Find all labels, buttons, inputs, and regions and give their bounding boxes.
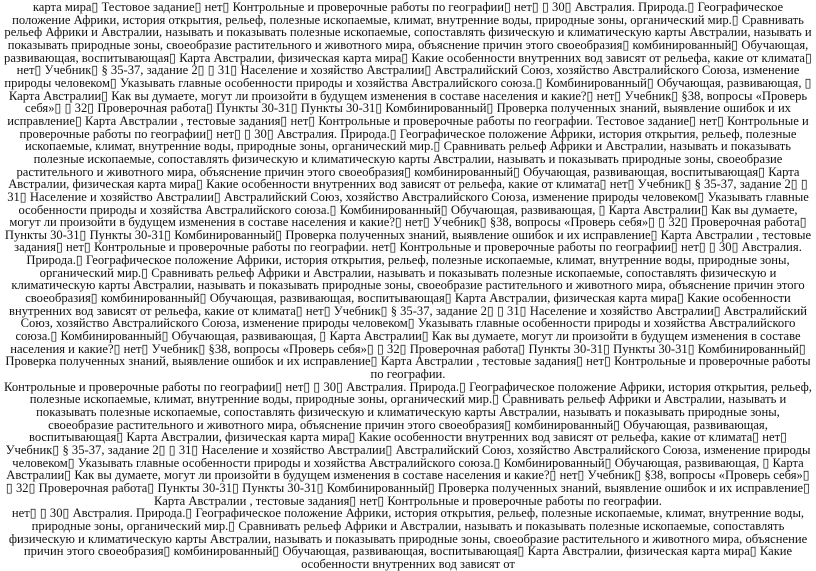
document-paragraph-2: Контрольные и проверочные работы по географии▯ нет▯ ▯ 30▯ Австралия. Природа.▯ Географическое положение Африки, история открытия, рельеф, полезные ископаемые, климат, внутренние воды, природные зоны, органический мир.▯ Сравнивать рельеф Африки и Австралии, называть и показывать полезные ископаемые, сопоставлять физическую и климатическую карты Австралии, называть и показывать природные зоны, своеобразие растительного и животного мира, объяснение причин этого своеобразия▯ комбинированный▯ Обучающая, развивающая, воспитывающая▯ Карта Австралии, физическая карта мира▯ Какие особенности внутренних вод зависят от рельефа, какие от климата▯ нет▯ Учебник▯ § 35-37, задание 2▯ ▯ 31▯ Население и хозяйство Австралии▯ Австралийский Союз, хозяйство Австралийского Союза, изменение природы человеком▯ Указывать главные особенности природы и хозяйства Австралийского союза.▯ Комбинированный▯ Обучающая, развивающая, ▯ Карта Австралии▯ Как вы думаете, могут ли произойти в будущем изменения в составе населения и какие?▯ нет▯ Учебник▯ §38, вопросы «Проверь себя»▯ ▯ 32▯ Проверочная работа▯ Пункты 30-31▯ Пункты 30-31▯ Комбинированный▯ Проверка полученных знаний, выявление ошибок и их исправление▯ Карта Австралии , тестовые задания▯ нет▯ Контрольные и проверочные работы по географии. xyxy=(4,379,812,508)
document-paragraph-1: карта мира▯ Тестовое задание▯ нет▯ Контрольные и проверочные работы по географии▯ нет▯ ▯ 30▯ Австралия. Природа.▯ Географическое положение Африки, история открытия, рельеф, полезные ископаемые, климат, внутренние воды, природные зоны, органический мир.▯ Сравнивать рельеф Африки и Австралии, называть и показывать полезные ископаемые, сопоставлять физическую и климатическую карты Австралии, называть и показывать природные зоны, своеобразие растительного и животного мира, объяснение причин этого своеобразия▯ комбинированный▯ Обучающая, развивающая, воспитывающая▯ Карта Австралии, физическая карта мира▯ Какие особенности внутренних вод зависят от рельефа, какие от климата▯ нет▯ Учебник▯ § 35-37, задание 2▯ ▯ 31▯ Население и хозяйство Австралии▯ Австралийский Союз, хозяйство Австралийского Союза, изменение природы человеком▯ Указывать главные особенности природы и хозяйства Австралийского союза.▯ Комбинированный▯ Обучающая, развивающая, ▯ Карта Австралии▯ Как вы думаете, могут ли произойти в будущем изменения в составе населения и какие?▯ нет▯ Учебник▯ §38, вопросы «Проверь себя»▯ ▯ 32▯ Проверочная работа▯ Пункты 30-31▯ Пункты 30-31▯ Комбинированный▯ Проверка полученных знаний, выявление ошибок и их исправление▯ Карта Австралии , тестовые задания▯ нет▯ Контрольные и проверочные работы по географии. Тестовое задание▯ нет▯ Контрольные и проверочные работы по географии▯ нет▯ ▯ 30▯ Австралия. Природа.▯ Географическое положение Африки, история открытия, рельеф, полезные ископаемые, климат, внутренние воды, природные зоны, органический мир.▯ Сравнивать рельеф Африки и Австралии, называть и показывать полезные ископаемые, сопоставлять физическую и климатическую карты Австралии, называть и показывать природные зоны, своеобразие растительного и животного мира, объяснение причин этого своеобразия▯ комбинированный▯ Обучающая, развивающая, воспитывающая▯ Карта Австралии, физическая карта мира▯ Какие особенности внутренних вод зависят от рельефа, какие от климата▯ нет▯ Учебник▯ § 35-37, задание 2▯ ▯ 31▯ Население и хозяйство Австралии▯ Австралийский Союз, хозяйство Австралийского Союза, изменение природы человеком▯ Указывать главные особенности природы и хозяйства Австралийского союза.▯ Комбинированный▯ Обучающая, развивающая, ▯ Карта Австралии▯ Как вы думаете, могут ли произойти в будущем изменения в составе населения и какие?▯ нет▯ Учебник▯ §38, вопросы «Проверь себя»▯ ▯ 32▯ Проверочная работа▯ Пункты 30-31▯ Пункты 30-31▯ Комбинированный▯ Проверка полученных знаний, выявление ошибок и их исправление▯ Карта Австралии , тестовые задания▯ нет▯ Контрольные и проверочные работы по географии. нет▯ Контрольные и проверочные работы по географии▯ нет▯ ▯ 30▯ Австралия. Природа.▯ Географическое положение Африки, история открытия, рельеф, полезные ископаемые, климат, внутренние воды, природные зоны, органический мир.▯ Сравнивать рельеф Африки и Австралии, называть и показывать полезные ископаемые, сопоставлять физическую и климатическую карты Австралии, называть и показывать природные зоны, своеобразие растительного и животного мира, объяснение причин этого своеобразия▯ комбинированный▯ Обучающая, развивающая, воспитывающая▯ Карта Австралии, физическая карта мира▯ Какие особенности внутренних вод зависят от рельефа, какие от климата▯ нет▯ Учебник▯ § 35-37, задание 2▯ ▯ 31▯ Население и хозяйство Австралии▯ Австралийский Союз, хозяйство Австралийского Союза, изменение природы человеком▯ Указывать главные особенности природы и хозяйства Австралийского союза.▯ Комбинированный▯ Обучающая, развивающая, ▯ Карта Австралии▯ Как вы думаете, могут ли произойти в будущем изменения в составе населения и какие?▯ нет▯ Учебник▯ §38, вопросы «Проверь себя»▯ ▯ 32▯ Проверочная работа▯ Пункты 30-31▯ Пункты 30-31▯ Комбинированный▯ Проверка полученных знаний, выявление ошибок и их исправление▯ Карта Австралии , тестовые задания▯ нет▯ Контрольные и проверочные работы по географии. xyxy=(4,0,812,382)
document-paragraph-3: нет▯ ▯ 30▯ Австралия. Природа.▯ Географическое положение Африки, история открытия, рельеф, полезные ископаемые, климат, внутренние воды, природные зоны, органический мир.▯ Сравнивать рельеф Африки и Австралии, называть и показывать полезные ископаемые, сопоставлять физическую и климатическую карты Австралии, называть и показывать природные зоны, своеобразие растительного и животного мира, объяснение причин этого своеобразия▯ комбинированный▯ Обучающая, развивающая, воспитывающая▯ Карта Австралии, физическая карта мира▯ Какие особенности внутренних вод зависят от xyxy=(8,506,808,571)
